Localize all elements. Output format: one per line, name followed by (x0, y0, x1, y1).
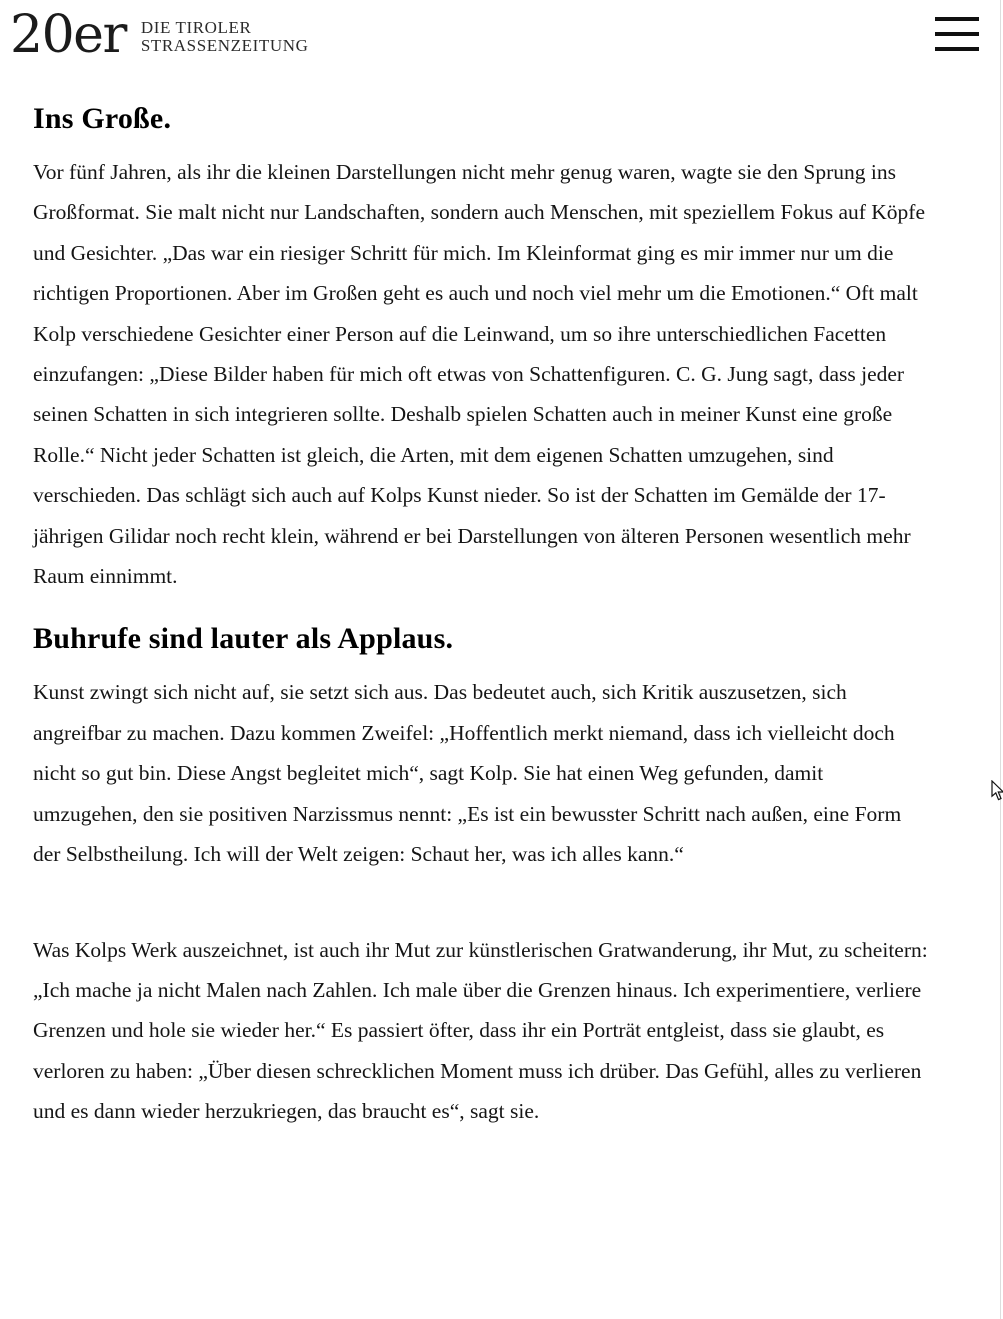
section-heading-ins-grosse: Ins Große. (33, 102, 172, 135)
article-paragraph: Was Kolps Werk auszeichnet, ist auch ihr Mut zur künstlerischen Gratwanderung, ihr Mut, zu scheitern: „Ich mache ja nicht Malen nach Zahlen. Ich male über die Grenzen hinaus. Ich experimentiere, verliere Grenzen und hole sie wieder her.“ Es passiert öfter, dass ihr ein Porträt entgleist, dass sie glaubt, es verloren zu haben: „Über diesen schrecklichen Moment muss ich drüber. Das Gefühl, alles zu verlieren und es dann wieder herzukriegen, das braucht es“, sagt sie. (33, 937, 928, 1124)
article-body (0, 102, 1003, 1132)
menu-button[interactable] (935, 17, 979, 51)
logo-tagline-line1: DIE TIROLER (140, 18, 252, 37)
article-paragraph: Vor fünf Jahren, als ihr die kleinen Darstellungen nicht mehr genug waren, wagte sie den Sprung ins Großformat. Sie malt nicht nur Landschaften, sondern auch Menschen, mit speziellem Fokus auf Köpfe und Gesichter. „Das war ein riesiger Schritt für mich. Im Kleinformat ging es mir immer nur um die richtigen Proportionen. Aber im Großen geht es auch und noch viel mehr um die Emotionen.“ Oft malt Kolp verschiedene Gesichter einer Person auf die Leinwand, um so ihre unterschiedlichen Facetten einzufangen: „Diese Bilder haben für mich oft etwas von Schattenfiguren. C. G. Jung sagt, dass jeder seinen Schatten in sich integrieren sollte. Deshalb spielen Schatten auch in meiner Kunst eine große Rolle.“ Nicht jeder Schatten ist gleich, die Arten, mit dem eigenen Schatten umzugehen, sind verschieden. Das schlägt sich auch auf Kolps Kunst nieder. So ist der Schatten im Gemälde der 17-jährigen Gilidar noch recht klein, während er bei Darstellungen von älteren Personen wesentlich mehr Raum einnimmt. (33, 160, 926, 589)
article-paragraph: Kunst zwingt sich nicht auf, sie setzt sich aus. Das bedeutet auch, sich Kritik auszusetzen, sich angreifbar zu machen. Dazu kommen Zweifel: „Hoffentlich merkt niemand, dass ich vielleicht doch nicht so gut bin. Diese Angst begleitet mich“, sagt Kolp. Sie hat einen Weg gefunden, damit umzugehen, den sie positiven Narzissmus nennt: „Es ist ein bewusster Schritt nach außen, eine Form der Selbstheilung. Ich will der Welt zeigen: Schaut her, was ich alles kann.“ (33, 680, 902, 867)
hamburger-icon (935, 17, 979, 21)
hamburger-bar (935, 47, 979, 51)
scrollbar-track[interactable] (1000, 0, 1001, 1319)
site-header (0, 0, 1003, 65)
hamburger-bar (935, 32, 979, 36)
section-heading-buhrufe: Buhrufe sind lauter als Applaus. (33, 622, 454, 656)
site-logo[interactable] (10, 5, 309, 65)
logo-tagline-line2: STRASSENZEITUNG (140, 35, 309, 55)
logo-wordmark: 20er (10, 5, 126, 65)
logo-tagline (141, 12, 309, 54)
